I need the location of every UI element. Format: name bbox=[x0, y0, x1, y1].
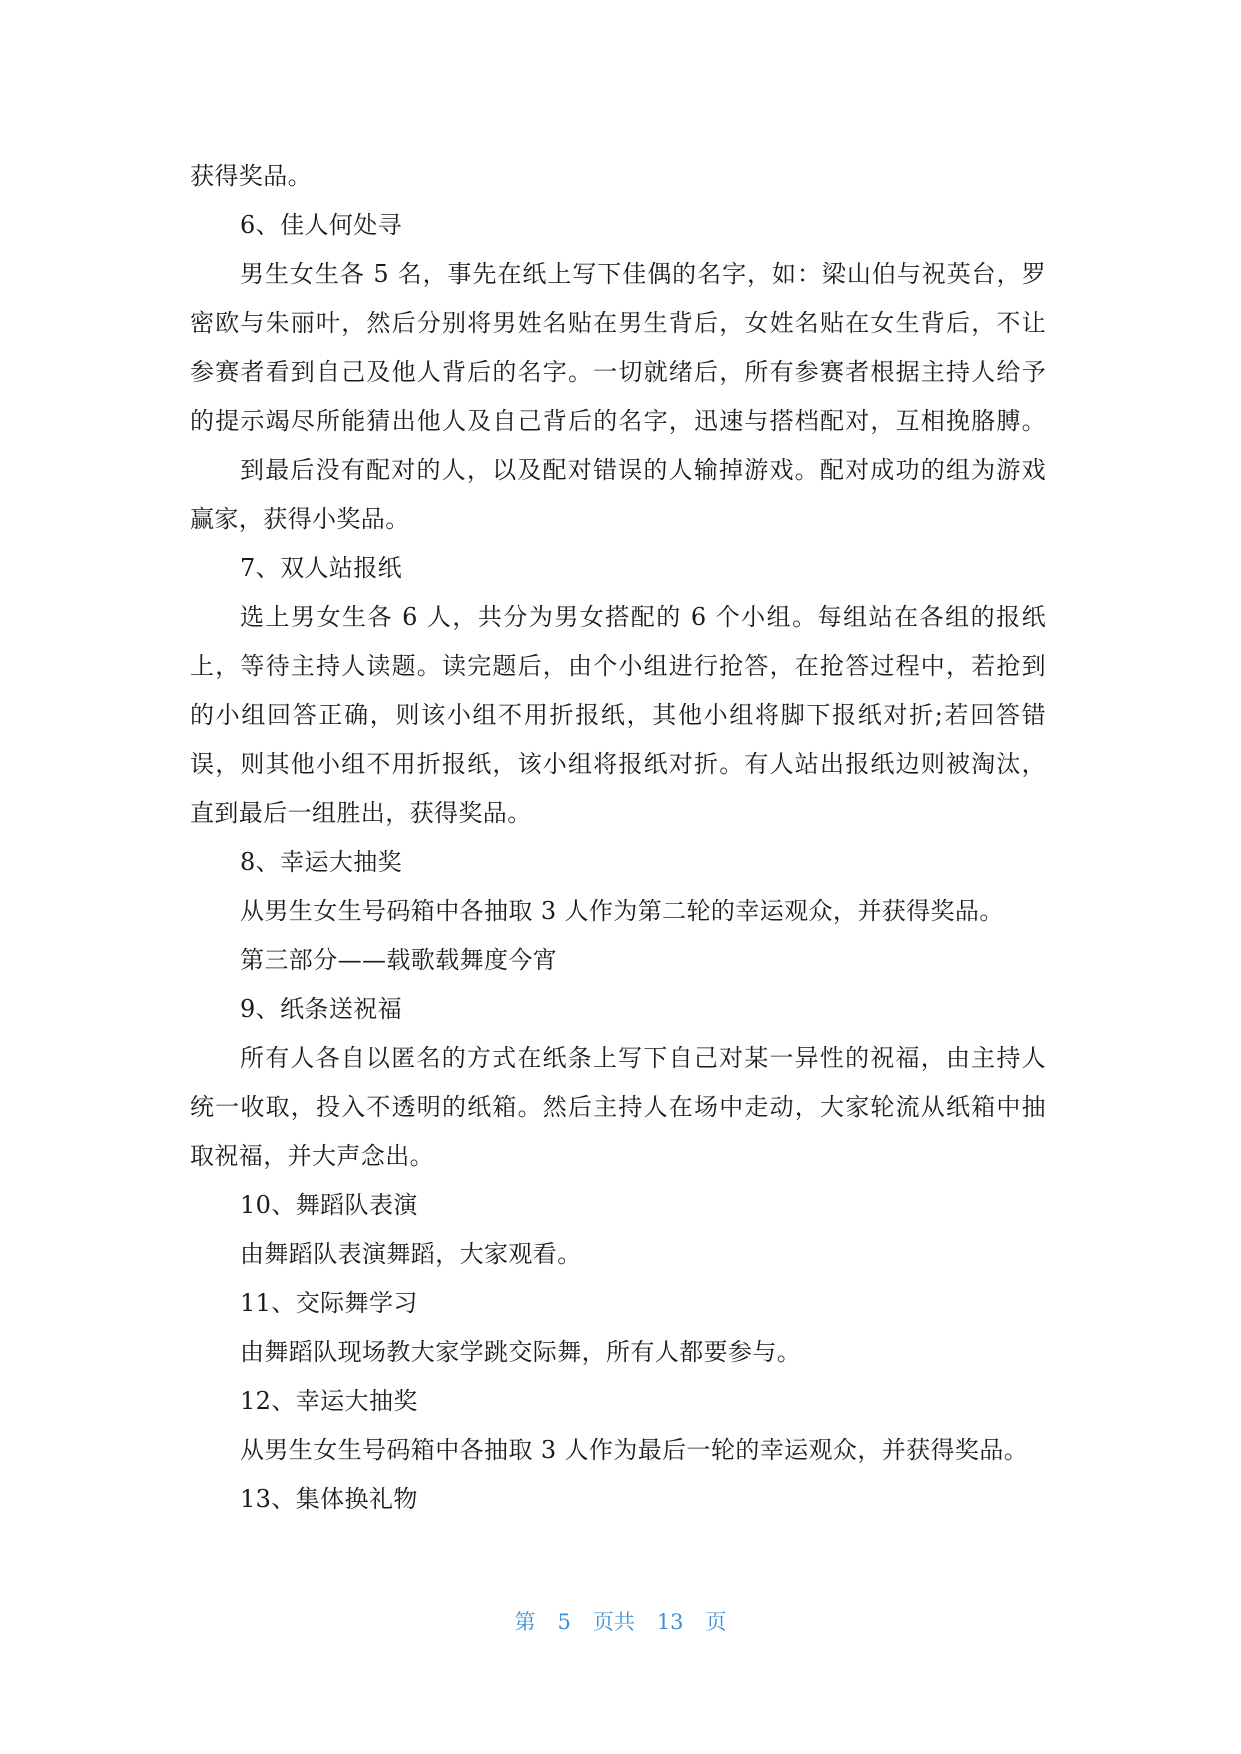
text-line: 12、幸运大抽奖 bbox=[240, 1387, 418, 1415]
text-line: 统一收取，投入不透明的纸箱。然后主持人在场中走动，大家轮流从纸箱中抽 bbox=[190, 1093, 1046, 1121]
text-line: 男生女生各 5 名，事先在纸上写下佳偶的名字，如：梁山伯与祝英台，罗 bbox=[240, 260, 1046, 288]
text-line: 11、交际舞学习 bbox=[240, 1289, 418, 1317]
text-line: 到最后没有配对的人，以及配对错误的人输掉游戏。配对成功的组为游戏 bbox=[240, 456, 1046, 484]
document-body bbox=[190, 152, 1046, 1524]
text-line: 9、纸条送祝福 bbox=[240, 995, 403, 1023]
text-line: 10、舞蹈队表演 bbox=[240, 1191, 418, 1219]
text-line: 6、佳人何处寻 bbox=[240, 211, 403, 239]
text-line: 密欧与朱丽叶，然后分别将男姓名贴在男生背后，女姓名贴在女生背后，不让 bbox=[190, 309, 1046, 337]
text-line: 13、集体换礼物 bbox=[240, 1485, 418, 1513]
footer-page-word: 第 bbox=[514, 1610, 536, 1634]
text-line: 选上男女生各 6 人，共分为男女搭配的 6 个小组。每组站在各组的报纸 bbox=[240, 603, 1046, 631]
footer-page-unit-2: 页 bbox=[705, 1610, 727, 1634]
text-line: 由舞蹈队表演舞蹈，大家观看。 bbox=[240, 1240, 582, 1268]
text-line: 由舞蹈队现场教大家学跳交际舞，所有人都要参与。 bbox=[240, 1338, 802, 1366]
footer-page-unit: 页 bbox=[592, 1610, 614, 1634]
text-line: 8、幸运大抽奖 bbox=[240, 848, 403, 876]
text-line: 的小组回答正确，则该小组不用折报纸，其他小组将脚下报纸对折;若回答错 bbox=[190, 701, 1046, 729]
text-line: 所有人各自以匿名的方式在纸条上写下自己对某一异性的祝福，由主持人 bbox=[240, 1044, 1046, 1072]
text-line: 参赛者看到自己及他人背后的名字。一切就绪后，所有参赛者根据主持人给予 bbox=[190, 358, 1046, 386]
text-line: 7、双人站报纸 bbox=[240, 554, 403, 582]
text-line: 从男生女生号码箱中各抽取 3 人作为最后一轮的幸运观众，并获得奖品。 bbox=[240, 1436, 1029, 1464]
text-line: 取祝福，并大声念出。 bbox=[190, 1142, 434, 1170]
page-footer bbox=[0, 1606, 1241, 1636]
text-line: 的提示竭尽所能猜出他人及自己背后的名字，迅速与搭档配对，互相挽胳膊。 bbox=[190, 407, 1046, 435]
text-line: 误，则其他小组不用折报纸，该小组将报纸对折。有人站出报纸边则被淘汰， bbox=[190, 750, 1046, 778]
text-line: 赢家，获得小奖品。 bbox=[190, 505, 410, 533]
text-line: 直到最后一组胜出，获得奖品。 bbox=[190, 799, 532, 827]
footer-total-pages: 13 bbox=[656, 1610, 684, 1634]
text-line: 第三部分——载歌载舞度今宵 bbox=[240, 946, 558, 974]
text-line: 上，等待主持人读题。读完题后，由个小组进行抢答，在抢答过程中，若抢到 bbox=[190, 652, 1046, 680]
text-line: 获得奖品。 bbox=[190, 162, 312, 190]
footer-total-word: 共 bbox=[613, 1610, 635, 1634]
text-line: 从男生女生号码箱中各抽取 3 人作为第二轮的幸运观众，并获得奖品。 bbox=[240, 897, 1004, 925]
footer-current-page: 5 bbox=[557, 1610, 571, 1634]
